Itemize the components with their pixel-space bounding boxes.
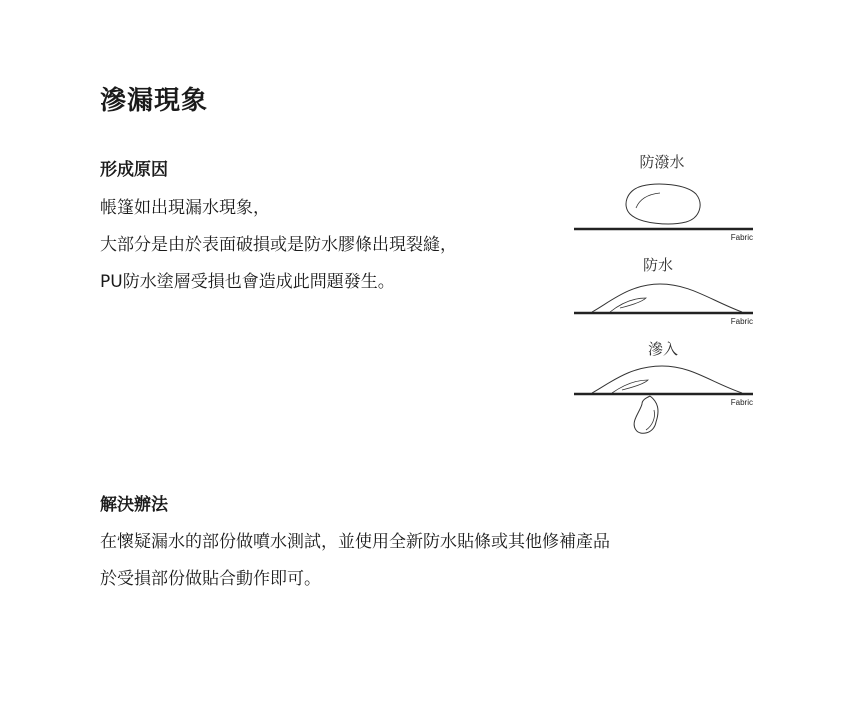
water-film-icon <box>592 366 742 393</box>
panel-water-repellent <box>574 153 753 242</box>
cause-line: 大部分是由於表面破損或是防水膠條出現裂縫， <box>100 235 457 255</box>
cause-line: PU防水塗層受損也會造成此問題發生。 <box>100 272 395 292</box>
cause-text <box>100 190 457 301</box>
panel-label: 防潑水 <box>639 153 685 171</box>
cause-line: 帳篷如出現漏水現象， <box>100 198 270 218</box>
solution-line: 在懷疑漏水的部份做噴水測試，並使用全新防水貼條或其他修補產品 <box>100 532 610 552</box>
water-film-icon <box>592 284 742 312</box>
solution-heading: 解決辦法 <box>100 495 168 515</box>
solution-text <box>100 524 610 598</box>
panel-label: 防水 <box>642 256 674 274</box>
cause-heading: 形成原因 <box>100 160 168 180</box>
water-droplet-icon <box>626 184 700 224</box>
page-title: 滲漏現象 <box>100 86 209 116</box>
panel-waterproof <box>574 256 753 326</box>
fabric-label: Fabric <box>730 398 753 407</box>
fabric-label: Fabric <box>730 233 753 242</box>
panel-label: 滲入 <box>647 340 679 358</box>
panel-seepage <box>574 340 753 433</box>
solution-line: 於受損部份做貼合動作即可。 <box>100 569 321 589</box>
waterproof-diagram <box>570 148 760 443</box>
fabric-label: Fabric <box>730 317 753 326</box>
